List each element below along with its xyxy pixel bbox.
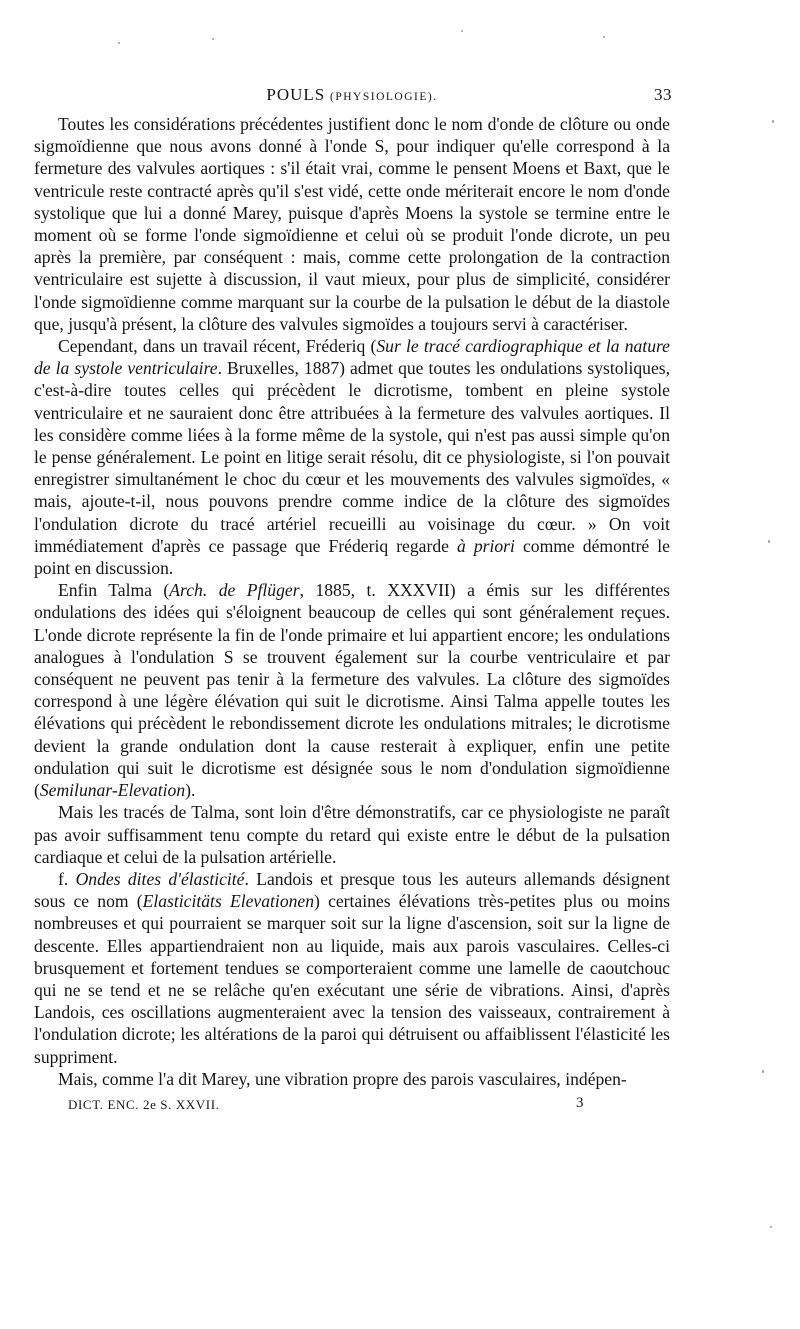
italic-text: Semilunar-Elevation: [39, 780, 186, 801]
paragraph: [34, 335, 670, 579]
italic-text: Elasticitäts Elevationen: [142, 891, 315, 912]
text-run: f.: [58, 868, 76, 889]
paragraph: [34, 1068, 670, 1090]
scan-speck: [212, 38, 214, 40]
text-run: . Landois et presque tous les auteurs allemands désignent sous ce nom (: [34, 868, 670, 912]
text-run: comme démontré le point en discussion.: [34, 535, 670, 579]
text-run: ).: [185, 780, 196, 801]
text-run: Enfin Talma (: [58, 580, 170, 601]
paragraph: [34, 113, 670, 335]
italic-text: Sur le tracé cardiographique et la nature de la systole ventriculaire: [34, 336, 670, 379]
text-run: . Bruxelles, 1887) admet que toutes les ondulations systoliques, c'est-à-dire toutes celles qui précèdent le dicrotisme, tombent en pleine systole ventriculaire et ne sauraient donc être attribuées à la fermeture des valvules aortiques. Il les considère comme liées à la forme même de la systole, qui n'est pas aussi simple qu'on le pense généralement. Le point en litige serait résolu, dit ce physiologiste, si l'on pouvait enregistrer simultanément le choc du cœur et les mouvements des valvules sigmoïdes, « mais, ajoute-t-il, nous pouvons prendre comme indice de la clôture des sigmoïdes l'ondulation dicrote du tracé artériel recueilli au voisinage du cœur. » On voit immédiatement d'après ce passage que Fréderiq regarde: [34, 358, 670, 556]
scan-speck: [762, 1070, 764, 1073]
scan-speck: [118, 42, 120, 44]
text-run: , 1885, t. XXXVII) a émis sur les différentes ondulations des idées qui s'éloignent beaucoup de celles qui sont généralement reçues. L'onde dicrote représente la fin de l'onde primaire et lui appartient encore; les ondulations analogues à l'ondulation S se trouvent également sur la courbe ventriculaire et par conséquent ne peuvent pas tenir à la fermeture des valvules. La clôture des sigmoïdes correspond à une légère élévation qui suit le dicrotisme. Ainsi Talma appelle toutes les élévations qui précèdent le rebondissement dicrote les ondulations mitrales; le dicrotisme devient la grande ondulation dont la cause resterait à expliquer, enfin une petite ondulation qui suit le dicrotisme est désignée sous le nom d'ondulation sigmoïdienne (: [34, 580, 670, 801]
scan-speck: [461, 30, 463, 32]
italic-text: Arch. de Pflüger: [169, 580, 300, 601]
paragraph: [34, 868, 670, 1068]
signature-footer: [34, 1095, 670, 1117]
header-subtitle: (PHYSIOLOGIE).: [330, 91, 438, 103]
text-run: ) certaines élévations très-petites plus ou moins nombreuses et qui pourraient se marquer soit sur la ligne d'ascension, soit sur la ligne de descente. Elles appartiendraient non au liquide, mais aux parois vasculaires. Celles-ci brusquement et fortement tendues se comporteraient comme une lamelle de caoutchouc qui ne se tend et ne se relâche qu'en exécutant une série de vibrations. Ainsi, d'après Landois, ces oscillations augmenteraient avec la tension des vaisseaux, contrairement à l'ondulation dicrote; les altérations de la paroi qui détruisent ou affaiblissent l'élasticité les suppriment.: [34, 891, 670, 1067]
header-title: POULS: [266, 85, 326, 104]
body-text: [34, 113, 670, 1090]
text-run: Mais les tracés de Talma, sont loin d'être démonstratifs, car ce physiologiste ne paraît pas avoir suffisamment tenu compte du retard qui existe entre le début de la pulsation cardiaque et celui de la pulsation artérielle.: [34, 802, 670, 867]
paragraph: [34, 579, 670, 801]
signature-mark: 3: [576, 1094, 584, 1111]
page-number: 33: [654, 85, 672, 104]
paragraph: [34, 801, 670, 868]
italic-text: Ondes dites d'élasticité: [75, 868, 245, 889]
text-run: Mais, comme l'a dit Marey, une vibration propre des parois vasculaires, indépen-: [58, 1068, 627, 1089]
italic-text: à priori: [456, 535, 515, 556]
scan-speck: [772, 120, 774, 123]
text-run: Toutes les considérations précédentes justifient donc le nom d'onde de clôture ou onde sigmoïdienne que nous avons donné à l'onde S, pour indiquer qu'elle correspond à la fermeture des valvules aortiques : s'il était vrai, comme le pensent Moens et Baxt, que le ventricule reste contracté après qu'il s'est vidé, cette onde mériterait encore le nom d'onde systolique que lui a donné Marey, puisque d'après Moens la systole se termine entre le moment où se forme l'onde sigmoïdienne et celui où se produit l'onde dicrote, un peu après la première, par conséquent : mais, comme cette prolongation de la contraction ventriculaire est sujette à discussion, il vaut mieux, pour plus de simplicité, considérer l'onde sigmoïdienne comme marquant sur la courbe de la pulsation le début de la diastole que, jusqu'à présent, la clôture des valvules sigmoïdes a toujours servi à caractériser.: [34, 114, 670, 334]
text-run: Cependant, dans un travail récent, Fréderiq (: [58, 336, 377, 357]
scan-speck: [768, 540, 770, 543]
scan-speck: [770, 1226, 772, 1228]
document-page: [34, 85, 670, 1315]
running-header: [34, 85, 670, 111]
scan-speck: [603, 36, 605, 38]
printer-signature: DICT. ENC. 2e S. XXVII.: [68, 1096, 220, 1112]
